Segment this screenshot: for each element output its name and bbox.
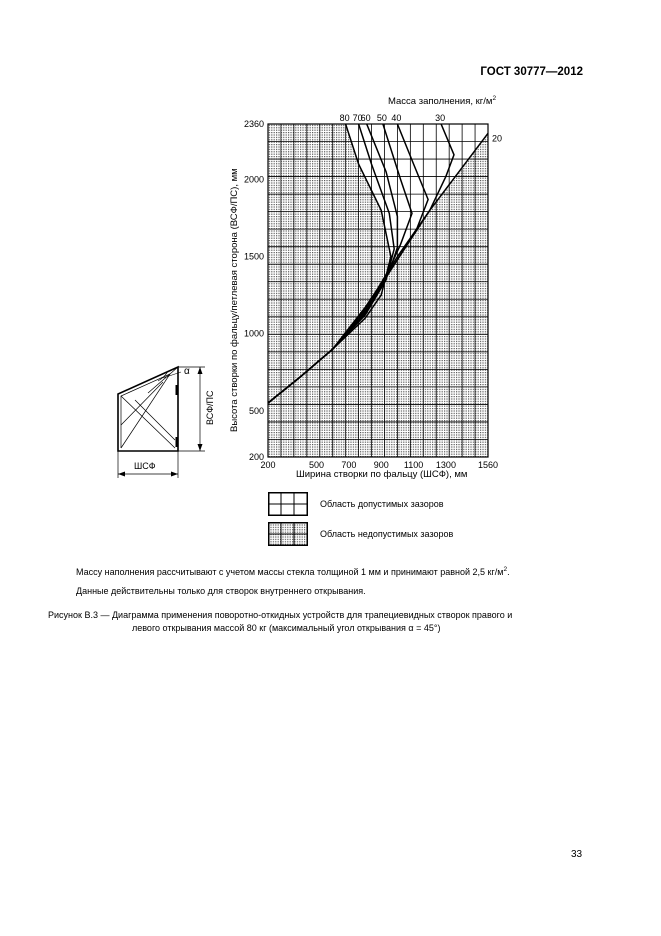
x-tick-1300: 1300 <box>435 460 456 470</box>
y-tick-labels <box>244 119 264 462</box>
sketch-diagonal-4 <box>135 400 175 440</box>
hinge-top <box>176 385 179 395</box>
dim-arrow-down <box>198 444 203 451</box>
legend-allowed-label: Область допустимых зазоров <box>320 499 444 509</box>
note-mass-sup: 2 <box>503 566 508 573</box>
legend-allowed <box>268 492 444 516</box>
caption-line-1: Рисунок В.3 — Диаграмма применения поворотно-откидных устройств для трапециевидных створок правого и <box>48 610 513 620</box>
curve-label-60: 60 <box>360 113 371 123</box>
x-tick-700: 700 <box>341 460 357 470</box>
chart-title: Масса заполнения, $кг/м^2$ <box>388 95 497 107</box>
curve-label-20: 20 <box>492 133 503 144</box>
y-tick-2360: 2360 <box>243 119 264 129</box>
y-axis-label: Высота створки по фальцу/петлевая сторона (ВСФ/ПС), мм <box>229 168 240 432</box>
y-tick-2000: 2000 <box>243 174 264 185</box>
legend-not-allowed-label: Область недопустимых зазоров <box>320 529 454 539</box>
sketch-diagonal-3 <box>121 382 163 425</box>
curve-label-70: 70 <box>352 113 363 123</box>
dim-arrow-right <box>171 472 178 477</box>
sketch-width-label: ШСФ <box>134 461 156 471</box>
sketch-alpha-ray <box>148 367 178 393</box>
sash-sketch <box>118 367 205 478</box>
y-tick-1000: 1000 <box>243 328 264 339</box>
curve-label-80: 80 <box>339 113 350 123</box>
legend-swatch-allowed <box>268 492 308 516</box>
x-tick-900: 900 <box>373 460 389 470</box>
dim-arrow-up <box>198 367 203 374</box>
caption-line-2: левого открывания массой 80 кг (максимальный угол открывания α = 45°) <box>132 623 441 634</box>
x-tick-500: 500 <box>309 460 325 470</box>
x-axis-label: Ширина створки по фальцу (ШСФ), мм <box>296 469 468 480</box>
curve-label-50: 50 <box>376 113 387 123</box>
curve-label-40: 40 <box>391 113 402 123</box>
note-mass-suffix: . <box>507 567 510 577</box>
x-tick-1100: 1100 <box>403 460 424 470</box>
y-tick-500: 500 <box>248 405 264 416</box>
x-tick-200: 200 <box>260 460 276 470</box>
hinge-bottom <box>176 437 179 447</box>
y-tick-200: 200 <box>248 452 264 462</box>
note-mass <box>76 566 510 577</box>
curve-label-30: 30 <box>435 113 446 123</box>
legend-not-allowed <box>268 522 453 546</box>
note-mass-text: Массу наполнения рассчитывают с учетом массы стекла толщиной 1 мм и принимают равной 2,5 кг/м <box>76 567 504 577</box>
y-tick-1500: 1500 <box>243 251 264 262</box>
figure-caption <box>48 609 608 635</box>
sketch-diagonal-2 <box>121 396 175 448</box>
sketch-alpha-label: α <box>184 366 190 377</box>
page-number: 33 <box>571 849 583 860</box>
legend-swatch-not-allowed <box>268 522 308 546</box>
standard-number: ГОСТ 30777—2012 <box>480 66 583 78</box>
sketch-height-label: ВСФ/ПС <box>205 390 215 425</box>
x-tick-1560: 1560 <box>477 460 499 470</box>
note-validity: Данные действительны только для створок внутреннего открывания. <box>76 586 366 596</box>
dim-arrow-left <box>118 472 125 477</box>
